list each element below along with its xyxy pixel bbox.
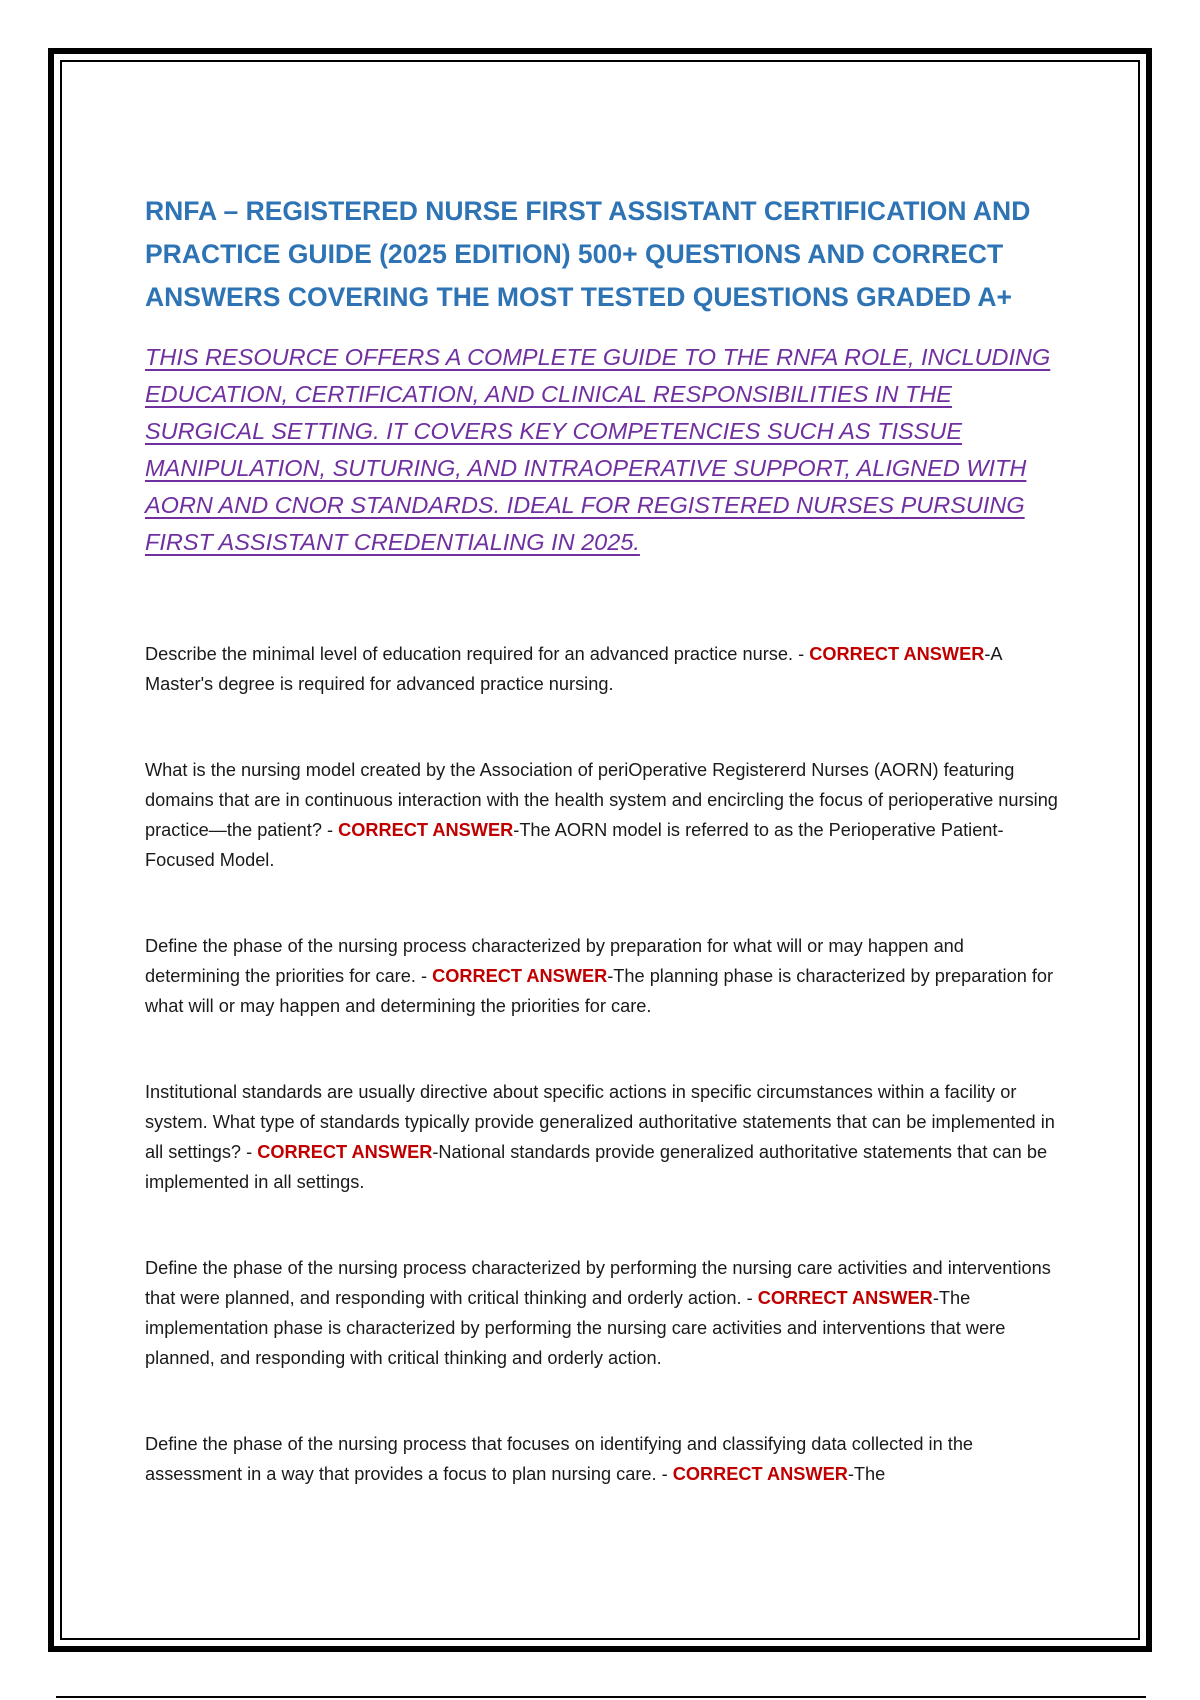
qa-item: Define the phase of the nursing process characterized by performing the nursing care activities and interventions that were planned, and responding with critical thinking and orderly action. - CORRECT ANSWER-The implementation phase is characterized by performing the nursing care activities and interventions that were planned, and responding with critical thinking and orderly action. (145, 1258, 1051, 1368)
answer-text: The planning phase is characterized by preparation for what will or may happen and determining the priorities for care. (145, 966, 1054, 1016)
qa-item: Institutional standards are usually directive about specific actions in specific circumstances within a facility or system. What type of standards typically provide generalized authoritative statements that can be implemented in all settings? - CORRECT ANSWER-National standards provide generalized authoritative statements that can be implemented in all settings. (145, 1082, 1055, 1192)
qa-list (145, 639, 1060, 1489)
answer-text: The (853, 1464, 886, 1484)
question-text: Describe the minimal level of education required for an advanced practice nurse. (145, 644, 794, 664)
answer-text: National standards provide generalized authoritative statements that can be implemented in all settings. (145, 1142, 1048, 1192)
qa-item: Describe the minimal level of education required for an advanced practice nurse. - CORRECT ANSWER-A Master's degree is required for advanced practice nursing. (145, 644, 1002, 694)
answer-label: CORRECT ANSWER (338, 820, 514, 840)
question-text: What is the nursing model created by the Association of periOperative Registererd Nurses (AORN) featuring domains that are in continuous interaction with the health system and encircling the focus of perioperative nursing practice—the patient? (145, 760, 1058, 840)
qa-item: What is the nursing model created by the Association of periOperative Registererd Nurses (AORN) featuring domains that are in continuous interaction with the health system and encircling the focus of perioperative nursing practice—the patient? - CORRECT ANSWER-The AORN model is referred to as the Perioperative Patient-Focused Model. (145, 760, 1058, 870)
answer-label: CORRECT ANSWER (432, 966, 608, 986)
question-text: Define the phase of the nursing process characterized by performing the nursing care activities and interventions that were planned, and responding with critical thinking and orderly action. (145, 1258, 1051, 1308)
answer-label: CORRECT ANSWER (257, 1142, 433, 1162)
answer-label: CORRECT ANSWER (672, 1464, 848, 1484)
answer-label: CORRECT ANSWER (757, 1288, 933, 1308)
qa-item: Define the phase of the nursing process characterized by preparation for what will or may happen and determining the priorities for care. - CORRECT ANSWER-The planning phase is characterized by preparation for what will or may happen and determining the priorities for care. (145, 936, 1054, 1016)
question-text: Institutional standards are usually directive about specific actions in specific circumstances within a facility or system. What type of standards typically provide generalized authoritative statements that can be implemented in all settings? (145, 1082, 1055, 1162)
document-summary: THIS RESOURCE OFFERS A COMPLETE GUIDE TO THE RNFA ROLE, INCLUDING EDUCATION, CERTIFICATION, AND CLINICAL RESPONSIBILITIES IN THE SURGICAL SETTING. IT COVERS KEY COMPETENCIES SUCH AS TISSUE MANIPULATION, SUTURING, AND INTRAOPERATIVE SUPPORT, ALIGNED WITH AORN AND CNOR STANDARDS. IDEAL FOR REGISTERED NURSES PURSUING FIRST ASSISTANT CREDENTIALING IN 2025. (145, 344, 1051, 555)
qa-item: Define the phase of the nursing process that focuses on identifying and classifying data collected in the assessment in a way that provides a focus to plan nursing care. - CORRECT ANSWER-The (145, 1434, 974, 1484)
answer-label: CORRECT ANSWER (809, 644, 985, 664)
question-text: Define the phase of the nursing process that focuses on identifying and classifying data collected in the assessment in a way that provides a focus to plan nursing care. (145, 1434, 974, 1484)
answer-text: The implementation phase is characterized by performing the nursing care activities and interventions that were planned, and responding with critical thinking and orderly action. (145, 1288, 1006, 1368)
answer-text: The AORN model is referred to as the Perioperative Patient-Focused Model. (145, 820, 1004, 870)
question-text: Define the phase of the nursing process characterized by preparation for what will or may happen and determining the priorities for care. (145, 936, 964, 986)
answer-text: A Master's degree is required for advanced practice nursing. (145, 644, 1002, 694)
document-content (145, 190, 1060, 1545)
next-page-top-rule (56, 1696, 1146, 1698)
document-title: RNFA – REGISTERED NURSE FIRST ASSISTANT CERTIFICATION AND PRACTICE GUIDE (2025 EDITION) 500+ QUESTIONS AND CORRECT ANSWERS COVERING THE MOST TESTED QUESTIONS GRADED A+ (145, 196, 1031, 312)
